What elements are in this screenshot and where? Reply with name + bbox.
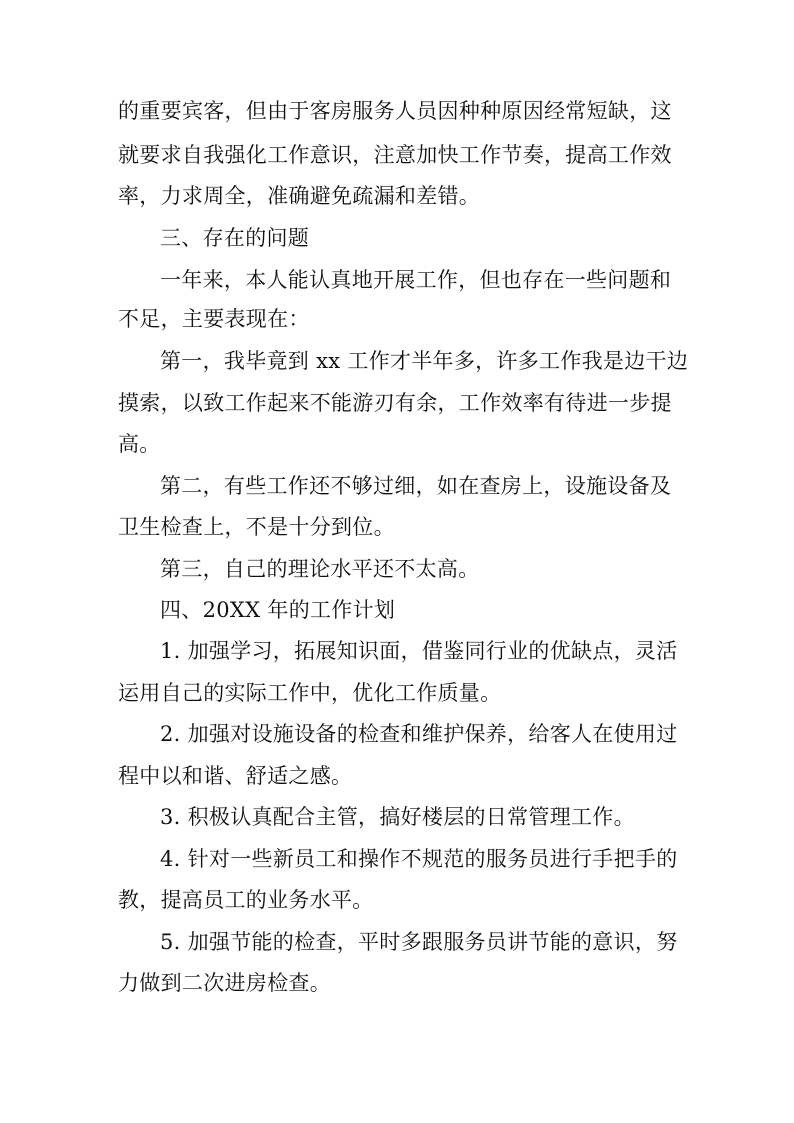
text-line: 不足，主要表现在：: [118, 307, 310, 331]
text-line: 一年来，本人能认真地开展工作，但也存在一些问题和: [160, 268, 672, 292]
text-line: 第一，我毕竟到 xx 工作才半年多，许多工作我是边干边: [160, 349, 689, 373]
text-line: 3. 积极认真配合主管，搞好楼层的日常管理工作。: [160, 805, 635, 829]
text-line: 1. 加强学习，拓展知识面，借鉴同行业的优缺点，灵活: [160, 639, 678, 663]
text-line: 的重要宾客，但由于客房服务人员因种种原因经常短缺，这: [118, 99, 672, 123]
text-line: 就要求自我强化工作意识，注意加快工作节奏，提高工作效: [118, 143, 672, 167]
text-line: 高。: [118, 432, 161, 456]
text-line: 力做到二次进房检查。: [118, 971, 331, 995]
text-line: 运用自己的实际工作中，优化工作质量。: [118, 681, 502, 705]
text-line: 摸索，以致工作起来不能游刃有余，工作效率有待进一步提: [118, 391, 672, 415]
text-line: 5. 加强节能的检查，平时多跟服务员讲节能的意识，努: [160, 930, 678, 954]
text-line: 第二，有些工作还不够过细，如在查房上，设施设备及: [160, 474, 672, 498]
section-heading: 三、存在的问题: [160, 226, 310, 250]
text-line: 教，提高员工的业务水平。: [118, 888, 374, 912]
text-line: 第三，自己的理论水平还不太高。: [160, 557, 480, 581]
text-line: 率，力求周全，准确避免疏漏和差错。: [118, 184, 481, 208]
text-line: 卫生检查上，不是十分到位。: [118, 515, 395, 539]
text-line: 2. 加强对设施设备的检查和维护保养，给客人在使用过: [160, 722, 678, 746]
text-line: 程中以和谐、舒适之感。: [118, 764, 353, 788]
section-heading: 四、20XX 年的工作计划: [160, 598, 396, 622]
text-line: 4. 针对一些新员工和操作不规范的服务员进行手把手的: [160, 847, 678, 871]
